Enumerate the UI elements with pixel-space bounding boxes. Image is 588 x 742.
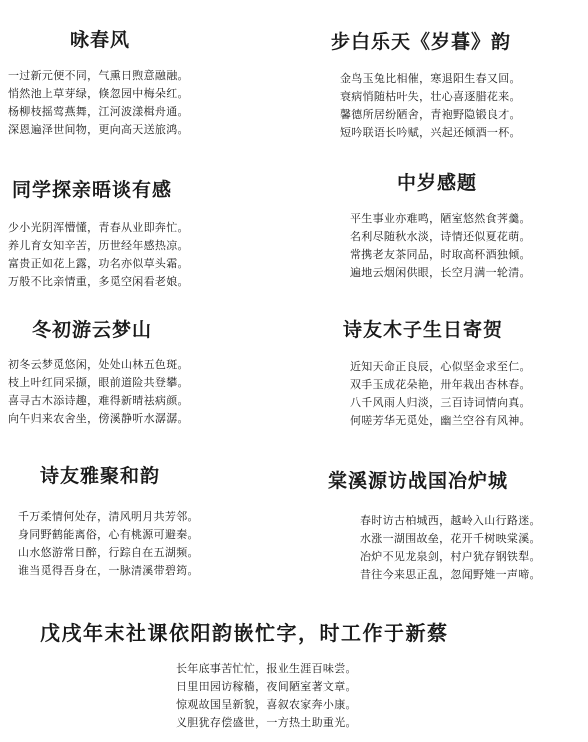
- poem-line: 常携老友茶同品，时取高杯酒独倾。: [350, 248, 531, 261]
- poem-title: 棠溪源访战国冶炉城: [328, 470, 509, 492]
- poem-body: [340, 70, 521, 142]
- poem-title: 中岁感题: [397, 172, 478, 194]
- poem-line: 身同野鹤能离俗，心有桃源可避秦。: [18, 528, 199, 541]
- poem-line: 义胆犹存偿盛世，一方热土助重光。: [176, 716, 357, 729]
- poem-line: 近知天命正良辰，心似坚金求至仁。: [350, 360, 531, 373]
- poem-title: 步白乐天《岁暮》韵: [331, 31, 512, 53]
- poem-line: 名利尽随秋水淡，诗情还似夏花萌。: [350, 230, 531, 243]
- poem-line: 双手玉成花朵艳，卅年栽出杏林春。: [350, 378, 531, 391]
- poem-line: 谁当觅得吾身在，一脉清溪带碧筠。: [18, 564, 199, 577]
- poem-line: 万般不比亲情重，多觅空闲看老娘。: [8, 275, 189, 288]
- poem-body: [350, 210, 531, 282]
- poem-title: 诗友雅聚和韵: [40, 465, 161, 487]
- poem-line: 日里田园访稼穑，夜间陋室著文章。: [176, 680, 357, 693]
- poem-body: [8, 219, 189, 291]
- poem-line: 八千风雨人归淡，三百诗词情向真。: [350, 396, 531, 409]
- poem-line: 千万柔情何处存，清风明月共芳邻。: [18, 510, 199, 523]
- poem-line: 富贵正如花上露，功名亦似草头霜。: [8, 257, 189, 270]
- poem-line: 冶炉不见龙泉剑，村户犹存钢铁犁。: [360, 550, 541, 563]
- poem-line: 杨柳枝摇莺燕舞，江河波漾楫舟通。: [8, 105, 189, 118]
- poem-line: 养儿育女知辛苦，历世经年感热凉。: [8, 239, 189, 252]
- poem-body: [360, 512, 541, 584]
- poem-title: 咏春风: [70, 29, 131, 51]
- poem-line: 惊观故国呈新貌，喜叙农家奔小康。: [176, 698, 357, 711]
- poem-line: 长年底事苦忙忙，报业生涯百味尝。: [176, 662, 357, 675]
- poem-body: [350, 358, 531, 430]
- poem-line: 向午归来农舍坐，傍溪静听水潺潺。: [8, 412, 189, 425]
- poem-body: [176, 660, 357, 732]
- poem-line: 水涨一湖围故垒，花开千树映棠溪。: [360, 532, 541, 545]
- poem-title: 冬初游云梦山: [32, 319, 153, 341]
- poem-line: 深恩遍泽世间物，更向高天送旅鸿。: [8, 123, 189, 136]
- poem-line: 衰病悄随枯叶失，壮心喜逐腊花来。: [340, 90, 521, 103]
- poem-line: 金鸟玉兔比相催，寒退阳生春又回。: [340, 72, 521, 85]
- poem-line: 初冬云梦觅悠闲，处处山林五色斑。: [8, 358, 189, 371]
- poem-line: 悄然池上草芽绿，倏忽园中梅朵红。: [8, 87, 189, 100]
- poem-body: [8, 67, 189, 139]
- poem-line: 山水悠游常日醉，行踪自在五湖频。: [18, 546, 199, 559]
- poem-line: 馨德所居纷陋舍，青袍野隐锻良才。: [340, 108, 521, 121]
- poem-body: [18, 508, 199, 580]
- poem-line: 春时访古柏城西，越岭入山行路迷。: [360, 514, 541, 527]
- poem-line: 少小光阴浑懵懂，青春从业即奔忙。: [8, 221, 189, 234]
- poem-body: [8, 356, 189, 428]
- poem-title: 诗友木子生日寄贺: [343, 319, 504, 341]
- poem-title: 同学探亲晤谈有感: [12, 179, 173, 201]
- poem-line: 昔往今来思正乱，忽闻野雉一声啼。: [360, 568, 541, 581]
- poem-line: 平生事业亦难鸣，陋室悠然食荠羹。: [350, 212, 531, 225]
- poem-line: 遍地云烟闲供眼，长空月满一轮清。: [350, 266, 531, 279]
- poem-line: 一过新元便不同，气熏日煦意融融。: [8, 69, 189, 82]
- poem-line: 喜寻古木添诗趣，难得新晴祛病颜。: [8, 394, 189, 407]
- poem-line: 何嗟芳华无觅处，幽兰空谷有风神。: [350, 414, 531, 427]
- poem-line: 短吟联语长吟赋，兴起还倾酒一杯。: [340, 126, 521, 139]
- poem-line: 枝上叶红同采撷，眼前道险共登攀。: [8, 376, 189, 389]
- poem-title: 戊戌年末社课依阳韵嵌忙字，时工作于新蔡: [40, 621, 449, 645]
